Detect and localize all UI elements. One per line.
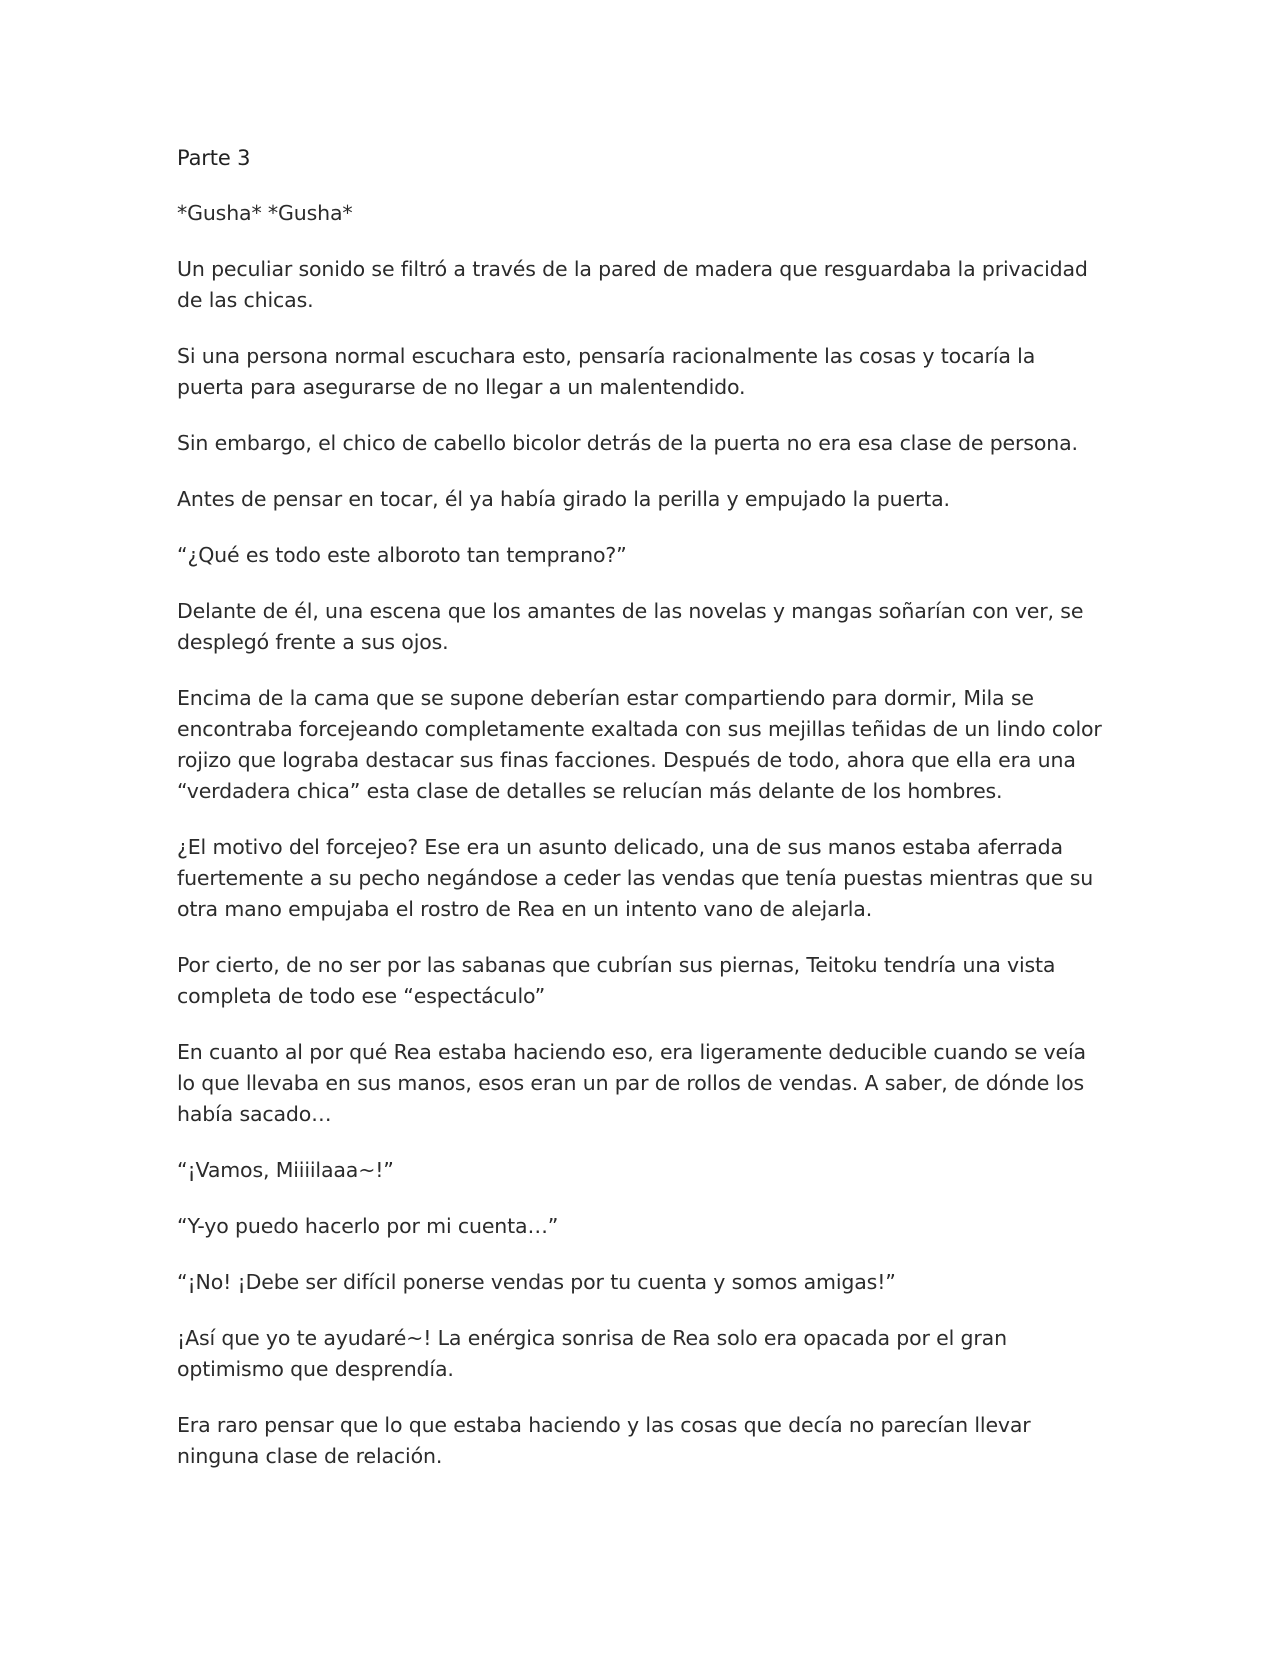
paragraph: “¿Qué es todo este alboroto tan temprano?” [177,543,627,567]
paragraph: Un peculiar sonido se filtró a través de la pared de madera que resguardaba la privacidad de las chicas. [177,257,1088,312]
paragraph: Por cierto, de no ser por las sabanas que cubrían sus piernas, Teitoku tendría una vista completa de todo ese “espectáculo” [177,953,1056,1008]
document-page [177,143,1107,1497]
chapter-heading: Parte 3 [177,146,251,170]
paragraph: Era raro pensar que lo que estaba haciendo y las cosas que decía no parecían llevar ninguna clase de relación. [177,1413,1031,1468]
paragraph: Si una persona normal escuchara esto, pensaría racionalmente las cosas y tocaría la puerta para asegurarse de no llegar a un malentendido. [177,344,1036,399]
paragraph: “Y-yo puedo hacerlo por mi cuenta…” [177,1214,559,1238]
paragraph: ¿El motivo del forcejeo? Ese era un asunto delicado, una de sus manos estaba aferrada fuertemente a su pecho negándose a ceder las vendas que tenía puestas mientras que su otra mano empujaba el rostro de Rea en un intento vano de alejarla. [177,835,1094,921]
paragraph: ¡Así que yo te ayudaré~! La enérgica sonrisa de Rea solo era opacada por el gran optimismo que desprendía. [177,1326,1007,1381]
paragraph: Antes de pensar en tocar, él ya había girado la perilla y empujado la puerta. [177,487,950,511]
paragraph: Sin embargo, el chico de cabello bicolor detrás de la puerta no era esa clase de persona. [177,431,1078,455]
paragraph: “¡No! ¡Debe ser difícil ponerse vendas por tu cuenta y somos amigas!” [177,1270,896,1294]
paragraph: En cuanto al por qué Rea estaba haciendo eso, era ligeramente deducible cuando se veía lo que llevaba en sus manos, esos eran un par de rollos de vendas. A saber, de dónde los había sacado… [177,1040,1086,1126]
paragraph: *Gusha* *Gusha* [177,201,353,225]
paragraph: “¡Vamos, Miiiilaaa~!” [177,1158,394,1182]
paragraph: Delante de él, una escena que los amantes de las novelas y mangas soñarían con ver, se desplegó frente a sus ojos. [177,599,1084,654]
paragraph: Encima de la cama que se supone deberían estar compartiendo para dormir, Mila se encontraba forcejeando completamente exaltada con sus mejillas teñidas de un lindo color rojizo que lograba destacar sus finas facciones. Después de todo, ahora que ella era una “verdadera chica” esta clase de detalles se relucían más delante de los hombres. [177,686,1102,803]
